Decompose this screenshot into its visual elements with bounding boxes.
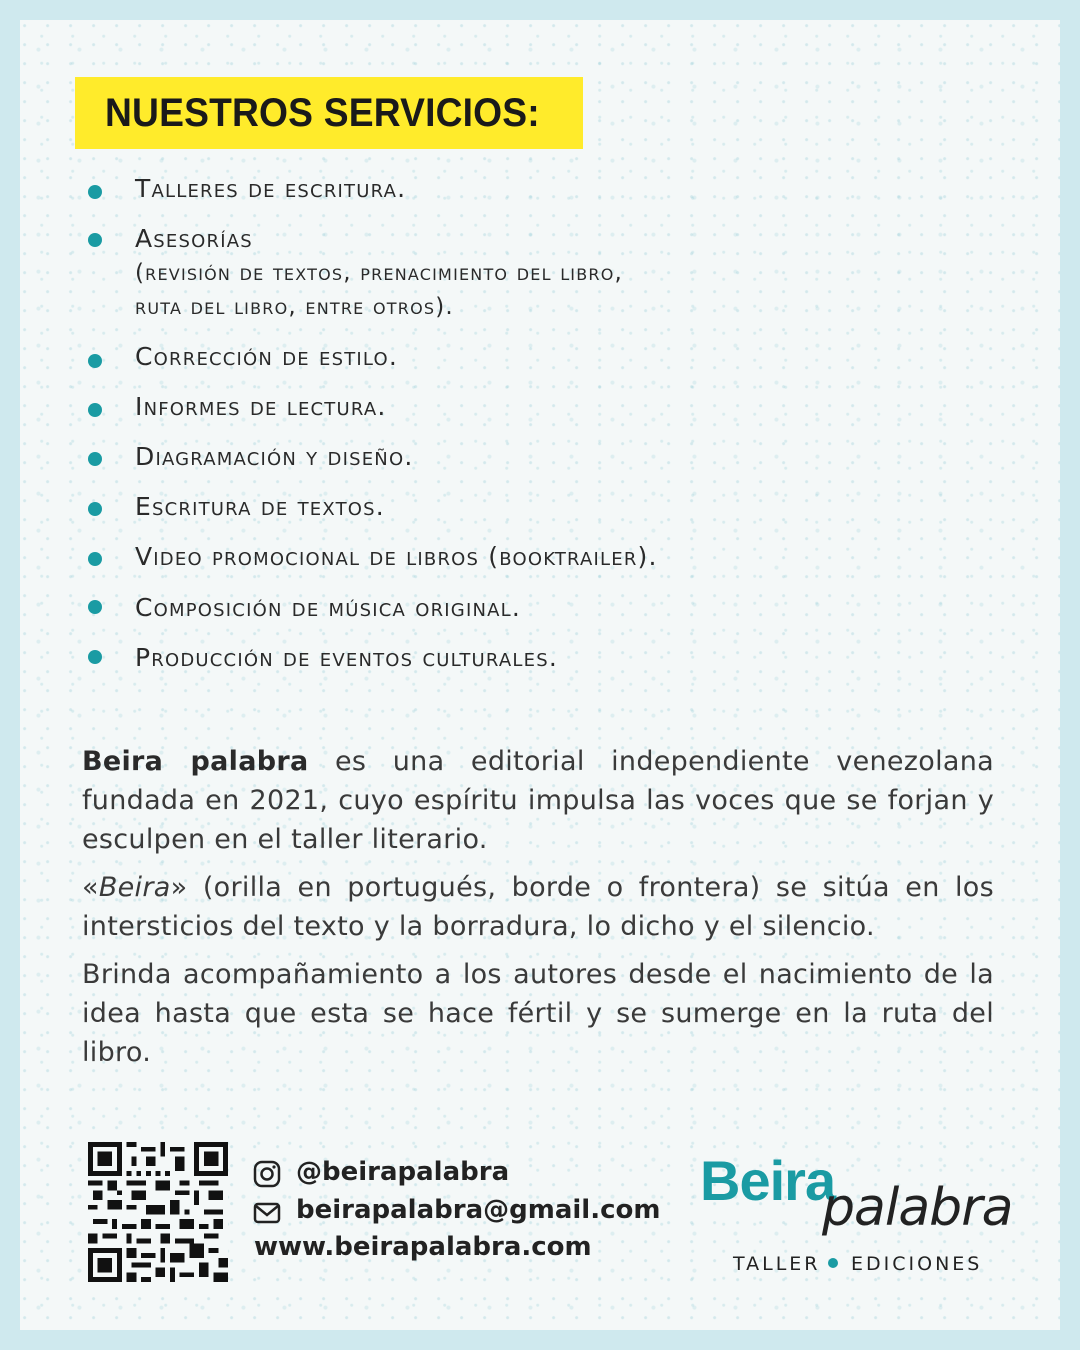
- email-icon[interactable]: [252, 1198, 282, 1228]
- service-label: Talleres de escritura.: [135, 174, 407, 203]
- logo-word-beira: Beira: [700, 1149, 836, 1212]
- service-label: Informes de lectura.: [135, 392, 387, 421]
- brand-name: Beira palabra: [82, 746, 309, 777]
- service-label: Diagramación y diseño.: [135, 442, 414, 471]
- quote-open: «: [82, 872, 99, 903]
- service-detail-line: (revisión de textos, prenacimiento del libro,: [135, 260, 624, 286]
- about-text: es una editorial independiente venezolana fundada en 2021, cuyo espíritu impulsa las voces que se forjan y esculpen en el taller literario.: [82, 746, 994, 855]
- page-title: NUESTROS SERVICIOS:: [105, 91, 540, 135]
- service-detail-line: ruta del libro, entre otros).: [135, 294, 454, 320]
- bullet-icon: [88, 600, 102, 614]
- service-label: Corrección de estilo.: [135, 342, 399, 371]
- about-paragraph-2: [82, 868, 994, 946]
- qr-code-icon[interactable]: [88, 1142, 228, 1282]
- bullet-icon: [88, 403, 102, 417]
- service-label: Composición de música original.: [135, 593, 522, 622]
- logo-dot-icon: [828, 1258, 838, 1268]
- email-address[interactable]: beirapalabra@gmail.com: [296, 1195, 661, 1225]
- about-paragraph-1: [82, 742, 994, 859]
- logo-sub-taller: TALLER: [733, 1253, 821, 1275]
- bullet-icon: [88, 354, 102, 368]
- service-label: Asesorías: [135, 224, 253, 253]
- about-paragraph-3: Brinda acompañamiento a los autores desde el nacimiento de la idea hasta que esta se hace fértil y se sumerge en la ruta del libro.: [82, 959, 994, 1068]
- instagram-handle[interactable]: @beirapalabra: [296, 1157, 510, 1187]
- bullet-icon: [88, 452, 102, 466]
- bullet-icon: [88, 185, 102, 199]
- logo-word-palabra: palabra: [822, 1178, 1013, 1238]
- bullet-icon: [88, 233, 102, 247]
- bullet-icon: [88, 502, 102, 516]
- title-highlight: [75, 77, 583, 149]
- flyer-card: [20, 20, 1060, 1330]
- bullet-icon: [88, 552, 102, 566]
- about-text: » (orilla en portugués, borde o frontera) se sitúa en los intersticios del texto y la borradura, lo dicho y el silencio.: [82, 872, 994, 942]
- bullet-icon: [88, 650, 102, 664]
- beira-term: Beira: [98, 872, 171, 903]
- service-label: Video promocional de libros (booktrailer).: [135, 542, 658, 571]
- instagram-icon[interactable]: [252, 1159, 282, 1189]
- service-label: Escritura de textos.: [135, 492, 385, 521]
- website-link[interactable]: www.beirapalabra.com: [254, 1232, 592, 1262]
- service-label: Producción de eventos culturales.: [135, 643, 558, 672]
- logo-sub-ediciones: EDICIONES: [851, 1253, 983, 1275]
